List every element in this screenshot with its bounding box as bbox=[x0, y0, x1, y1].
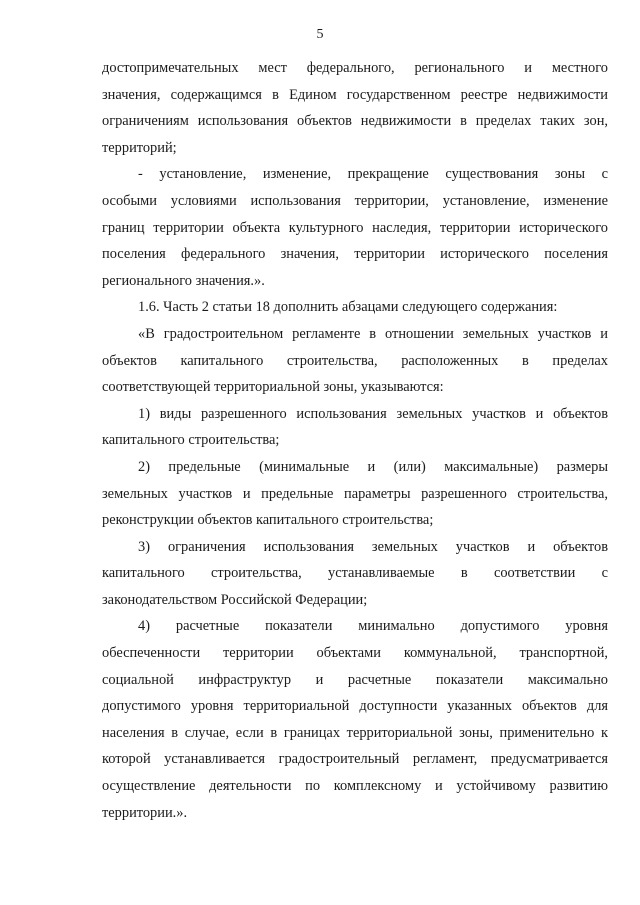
text-line: регионального значения.». bbox=[102, 272, 265, 289]
text-line: территорий; bbox=[102, 139, 177, 156]
text-line: 4) расчетные показатели минимально допустимого уровня bbox=[138, 618, 608, 635]
text-line: - установление, изменение, прекращение существования зоны с bbox=[138, 166, 608, 183]
text-line: законодательством Российской Федерации; bbox=[102, 591, 368, 608]
paragraph bbox=[102, 613, 608, 826]
paragraph bbox=[102, 401, 608, 454]
paragraph bbox=[102, 454, 608, 534]
text-line: объектов капитального строительства, расположенных в пределах bbox=[102, 352, 608, 369]
text-line: достопримечательных мест федерального, регионального и местного bbox=[102, 60, 608, 76]
text-line: 3) ограничения использования земельных участков и объектов bbox=[138, 538, 608, 555]
text-line: населения в случае, если в границах территориальной зоны, применительно к bbox=[102, 724, 608, 741]
text-line: границ территории объекта культурного наследия, территории исторического bbox=[102, 219, 608, 236]
text-line: 1) виды разрешенного использования земельных участков и объектов bbox=[138, 405, 608, 422]
text-line: реконструкции объектов капитального строительства; bbox=[102, 512, 434, 529]
page-number: 5 bbox=[316, 27, 324, 42]
text-line: поселения федерального значения, территории исторического поселения bbox=[102, 246, 608, 263]
text-line: обеспеченности территории объектами коммунальной, транспортной, bbox=[102, 645, 608, 662]
text-line: 2) предельные (минимальные и (или) максимальные) размеры bbox=[138, 458, 608, 475]
text-line: территории.». bbox=[102, 804, 188, 821]
text-line: «В градостроительном регламенте в отношении земельных участков и bbox=[138, 325, 608, 342]
text-line: соответствующей территориальной зоны, указываются: bbox=[102, 379, 444, 396]
text-line: капитального строительства, устанавливаемые в соответствии с bbox=[102, 565, 608, 582]
text-line: ограничениям использования объектов недвижимости в пределах таких зон, bbox=[102, 113, 608, 130]
text-line: 1.6. Часть 2 статьи 18 дополнить абзацами следующего содержания: bbox=[138, 299, 558, 316]
paragraph bbox=[102, 55, 608, 161]
paragraph bbox=[102, 161, 608, 321]
text-line: значения, содержащимся в Едином государственном реестре недвижимости bbox=[102, 86, 608, 103]
text-line: социальной инфраструктур и расчетные показатели максимально bbox=[102, 671, 608, 688]
text-line: капитального строительства; bbox=[102, 432, 280, 449]
text-line: которой устанавливается градостроительный регламент, предусматривается bbox=[102, 751, 608, 768]
paragraph bbox=[102, 534, 608, 614]
paragraph bbox=[102, 321, 608, 401]
text-line: допустимого уровня территориальной доступности указанных объектов для bbox=[102, 698, 608, 715]
text-line: земельных участков и предельные параметры разрешенного строительства, bbox=[102, 485, 608, 502]
text-line: осуществление деятельности по комплексному и устойчивому развитию bbox=[102, 778, 608, 795]
document-body bbox=[102, 55, 608, 826]
text-line: особыми условиями использования территории, установление, изменение bbox=[102, 192, 608, 209]
